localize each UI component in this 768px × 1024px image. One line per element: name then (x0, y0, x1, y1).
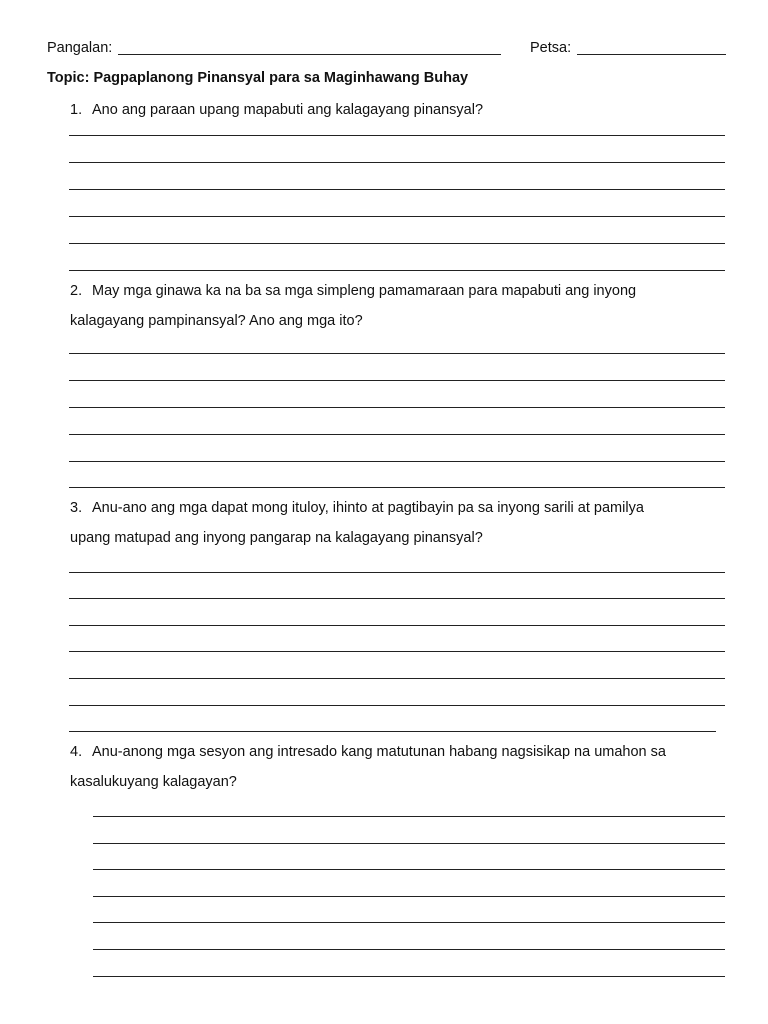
question-4-answer-line[interactable] (93, 816, 725, 817)
question-1-answer-line[interactable] (69, 189, 725, 190)
question-2-answer-line[interactable] (69, 353, 725, 354)
question-2-answer-line[interactable] (69, 487, 725, 488)
question-3-answer-line[interactable] (69, 705, 725, 706)
question-1-answer-line[interactable] (69, 270, 725, 271)
date-answer-line[interactable] (577, 54, 726, 55)
question-4-answer-line[interactable] (93, 843, 725, 844)
topic-heading: Topic: Pagpaplanong Pinansyal para sa Maginhawang Buhay (47, 70, 469, 86)
question-1-text: Ano ang paraan upang mapabuti ang kalagayang pinansyal? (92, 102, 484, 118)
question-4-answer-line[interactable] (93, 976, 725, 977)
name-label: Pangalan: (47, 40, 113, 56)
question-2-answer-line[interactable] (69, 434, 725, 435)
question-1-number: 1. (70, 102, 83, 118)
question-3-answer-line[interactable] (69, 678, 725, 679)
question-1-answer-line[interactable] (69, 135, 725, 136)
question-2-text: May mga ginawa ka na ba sa mga simpleng pamamaraan para mapabuti ang inyong (92, 283, 637, 299)
question-3-answer-line[interactable] (69, 572, 725, 573)
question-3-answer-line[interactable] (69, 625, 725, 626)
question-3-text: Anu-ano ang mga dapat mong ituloy, ihinto at pagtibayin pa sa inyong sarili at pamilya (92, 500, 644, 516)
question-4-answer-line[interactable] (93, 922, 725, 923)
question-2-answer-line[interactable] (69, 461, 725, 462)
question-4-answer-line[interactable] (93, 896, 725, 897)
date-label: Petsa: (530, 40, 572, 56)
question-1-answer-line[interactable] (69, 216, 725, 217)
question-2-answer-line[interactable] (69, 407, 725, 408)
question-1-answer-line[interactable] (69, 162, 725, 163)
question-4-text-continued: kasalukuyang kalagayan? (70, 774, 237, 790)
question-3-answer-line[interactable] (69, 598, 725, 599)
question-2-answer-line[interactable] (69, 380, 725, 381)
question-3-number: 3. (70, 500, 83, 516)
question-3-text-continued: upang matupad ang inyong pangarap na kalagayang pinansyal? (70, 530, 483, 546)
question-1-answer-line[interactable] (69, 243, 725, 244)
question-4-number: 4. (70, 744, 83, 760)
question-4-answer-line[interactable] (93, 949, 725, 950)
question-3-answer-line[interactable] (69, 731, 716, 732)
question-3-answer-line[interactable] (69, 651, 725, 652)
question-4-text: Anu-anong mga sesyon ang intresado kang matutunan habang nagsisikap na umahon sa (92, 744, 666, 760)
question-2-text-continued: kalagayang pampinansyal? Ano ang mga ito? (70, 313, 363, 329)
name-answer-line[interactable] (118, 54, 501, 55)
question-2-number: 2. (70, 283, 83, 299)
question-4-answer-line[interactable] (93, 869, 725, 870)
